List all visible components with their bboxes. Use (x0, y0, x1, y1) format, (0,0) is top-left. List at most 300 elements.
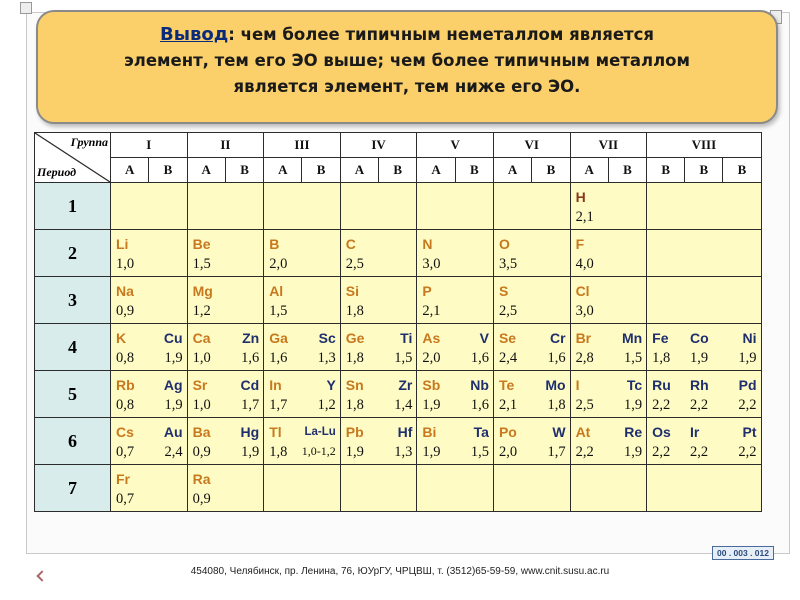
cell-content (647, 418, 760, 464)
period-row (35, 371, 762, 418)
element-symbol: Re (624, 424, 643, 440)
group-cell (264, 230, 341, 277)
cell-content (341, 324, 417, 370)
group-cell (111, 230, 188, 277)
period-number: 4 (35, 324, 111, 371)
cell-content (111, 277, 187, 323)
cell-content (494, 371, 570, 417)
subgroup-header: B (532, 158, 570, 183)
electronegativity-value: 0,9 (192, 444, 211, 460)
group-cell (417, 324, 494, 371)
element-symbol: Cl (575, 283, 590, 299)
group-cell (647, 277, 761, 324)
element-symbol: Ra (192, 471, 211, 487)
element-symbol: At (575, 424, 591, 440)
cell-content (417, 277, 493, 323)
group-cell (187, 371, 264, 418)
group-cell (647, 183, 761, 230)
electronegativity-value: 2,5 (498, 303, 518, 319)
electronegativity-value: 2,4 (498, 350, 518, 366)
element-symbol: Pd (738, 377, 757, 393)
electronegativity-value: 1,6 (241, 350, 260, 366)
element-symbol: Na (116, 283, 134, 299)
element-symbol: In (269, 377, 282, 393)
element-symbol: Si (345, 283, 360, 299)
element-symbol: I (575, 377, 580, 393)
electronegativity-value: 1,7 (269, 397, 288, 413)
subgroup-header: A (111, 158, 149, 183)
cell-content (264, 277, 340, 323)
period-row (35, 277, 762, 324)
group-cell (570, 277, 647, 324)
cell-content (264, 183, 340, 229)
cell-content (571, 277, 647, 323)
electronegativity-value: 1,2 (192, 303, 211, 319)
group-cell (570, 183, 647, 230)
period-row (35, 465, 762, 512)
subgroup-header: A (417, 158, 455, 183)
electronegativity-value: 0,9 (116, 303, 135, 319)
group-cell (570, 371, 647, 418)
conclusion-line-3: является элемент, тем ниже его ЭО. (233, 77, 581, 96)
element-symbol: Nb (470, 377, 489, 393)
cell-content (111, 230, 187, 276)
electronegativity-value: 1,5 (192, 256, 211, 272)
electronegativity-value: 2,2 (689, 397, 709, 413)
group-cell (570, 465, 647, 512)
period-number: 7 (35, 465, 111, 512)
cell-content (264, 324, 340, 370)
electronegativity-value: 2,2 (738, 397, 757, 413)
electronegativity-value: 1,9 (624, 397, 643, 413)
electronegativity-value: 2,0 (269, 256, 288, 272)
group-cell (340, 418, 417, 465)
period-row (35, 324, 762, 371)
electronegativity-value: 1,6 (547, 350, 566, 366)
period-row (35, 183, 762, 230)
conclusion-lead: Вывод (160, 24, 229, 45)
group-cell (570, 230, 647, 277)
conclusion-line-1-rest: : чем более типичным неметаллом является (228, 25, 654, 44)
subgroup-header: B (225, 158, 263, 183)
group-cell (647, 230, 761, 277)
element-symbol: Rh (689, 377, 709, 393)
subgroup-header: A (493, 158, 531, 183)
footer-address: 454080, Челябинск, пр. Ленина, 76, ЮУрГУ, ЧРЦВШ, т. (3512)65-59-59, www.cnit.susu.ac.ru (190, 566, 610, 577)
electronegativity-value: 1,0 (116, 256, 135, 272)
subgroup-header: B (723, 158, 761, 183)
group-header: VII (570, 133, 647, 158)
cell-content (647, 465, 760, 511)
group-cell (340, 183, 417, 230)
electronegativity-value: 3,5 (498, 256, 518, 272)
cell-content (647, 230, 760, 276)
cell-content (264, 418, 340, 464)
subgroup-header: B (608, 158, 646, 183)
cell-content (647, 277, 760, 323)
electronegativity-value: 2,5 (575, 397, 594, 413)
element-symbol: Ag (163, 377, 183, 393)
group-cell (340, 371, 417, 418)
electronegativity-value: 1,7 (547, 444, 566, 460)
electronegativity-table (34, 132, 762, 512)
element-symbol: Mg (192, 283, 213, 299)
element-symbol: Te (498, 377, 515, 393)
electronegativity-value: 1,8 (547, 397, 566, 413)
cell-content (417, 230, 493, 276)
electronegativity-value: 2,2 (738, 444, 757, 460)
element-symbol: Hg (240, 424, 260, 440)
element-symbol: P (422, 283, 432, 299)
group-header: III (264, 133, 341, 158)
cell-content (188, 324, 264, 370)
electronegativity-value: 1,9 (164, 350, 183, 366)
group-cell (417, 277, 494, 324)
period-number: 5 (35, 371, 111, 418)
period-row (35, 418, 762, 465)
group-cell (111, 371, 188, 418)
element-symbol: B (269, 236, 280, 252)
electronegativity-value: 1,3 (394, 444, 413, 460)
slide-code: 00 . 003 . 012 (712, 546, 774, 560)
electronegativity-value: 1,5 (269, 303, 288, 319)
group-cell (417, 371, 494, 418)
cell-content (417, 324, 493, 370)
group-cell (111, 324, 188, 371)
cell-content (494, 277, 570, 323)
group-cell (187, 465, 264, 512)
element-symbol: Cd (240, 377, 260, 393)
cell-content (188, 418, 264, 464)
group-cell (493, 324, 570, 371)
element-symbol: V (479, 330, 489, 346)
period-number: 6 (35, 418, 111, 465)
period-number: 2 (35, 230, 111, 277)
subgroup-header: A (340, 158, 378, 183)
cell-content (111, 465, 187, 511)
group-cell (493, 183, 570, 230)
element-symbol: C (345, 236, 356, 252)
group-cell (570, 324, 647, 371)
subgroup-header: B (149, 158, 187, 183)
element-symbol: Bi (422, 424, 437, 440)
element-symbol: Ga (269, 330, 288, 346)
cell-content (417, 465, 493, 511)
electronegativity-value: 2,0 (498, 444, 518, 460)
electronegativity-value: 1,8 (652, 350, 671, 366)
element-symbol: H (575, 189, 586, 205)
cell-content (188, 465, 264, 511)
group-header: V (417, 133, 494, 158)
subgroup-header: A (187, 158, 225, 183)
cell-content (341, 277, 417, 323)
electronegativity-value: 3,0 (575, 303, 594, 319)
group-cell (264, 324, 341, 371)
element-symbol: Cr (550, 330, 566, 346)
group-cell (417, 465, 494, 512)
cell-content (111, 183, 187, 229)
group-cell (340, 230, 417, 277)
cell-content (341, 230, 417, 276)
element-symbol: Sb (422, 377, 441, 393)
electronegativity-value: 1,6 (269, 350, 288, 366)
subgroup-header: B (647, 158, 685, 183)
cell-content (111, 324, 187, 370)
table-corner (35, 133, 111, 183)
element-symbol: Cs (116, 424, 134, 440)
group-cell (187, 277, 264, 324)
group-cell (647, 465, 761, 512)
cell-content (494, 324, 570, 370)
group-cell (340, 277, 417, 324)
cell-content (264, 230, 340, 276)
cell-content (341, 418, 417, 464)
electronegativity-value: 1,3 (317, 350, 336, 366)
subgroup-header: B (302, 158, 340, 183)
cell-content (417, 418, 493, 464)
electronegativity-value: 0,8 (116, 397, 135, 413)
group-cell (264, 183, 341, 230)
element-symbol: Mo (545, 377, 566, 393)
group-cell (647, 371, 761, 418)
element-symbol: Pt (742, 424, 757, 440)
electronegativity-value: 1,5 (394, 350, 413, 366)
electronegativity-value: 2,1 (422, 303, 441, 319)
cell-content (571, 230, 647, 276)
cell-content (417, 183, 493, 229)
cell-content (188, 277, 264, 323)
cell-content (647, 324, 760, 370)
electronegativity-value: 1,6 (470, 397, 489, 413)
electronegativity-value: 1,9 (164, 397, 183, 413)
electronegativity-value: 1,5 (470, 444, 489, 460)
cell-content (188, 371, 264, 417)
electronegativity-value: 2,2 (689, 444, 709, 460)
group-label: Группа (70, 135, 108, 149)
element-symbol: Ca (192, 330, 211, 346)
cell-content (417, 371, 493, 417)
group-cell (493, 418, 570, 465)
group-cell (264, 277, 341, 324)
element-symbol: Hf (397, 424, 413, 440)
group-cell (647, 418, 761, 465)
element-symbol: Fr (116, 471, 130, 487)
element-symbol: Zn (242, 330, 260, 346)
group-cell (417, 230, 494, 277)
electronegativity-value: 1,8 (345, 350, 364, 366)
electronegativity-value: 2,2 (652, 444, 671, 460)
element-symbol: Se (498, 330, 517, 346)
cell-content (571, 324, 647, 370)
cell-content (111, 418, 187, 464)
electronegativity-value: 2,1 (575, 209, 594, 225)
element-symbol: Sc (318, 330, 336, 346)
group-cell (111, 183, 188, 230)
group-header: II (187, 133, 264, 158)
element-symbol: Mn (621, 330, 643, 346)
electronegativity-value: 2,4 (164, 444, 183, 460)
group-cell (187, 324, 264, 371)
element-symbol: Be (192, 236, 211, 252)
element-symbol: Pb (345, 424, 364, 440)
element-symbol: Ir (689, 424, 700, 440)
electronegativity-value: 4,0 (575, 256, 594, 272)
element-symbol: Y (326, 377, 336, 393)
subgroup-header-row (35, 158, 762, 183)
subgroup-header: A (570, 158, 608, 183)
electronegativity-value: 1,0-1,2 (301, 444, 336, 458)
cell-content (571, 465, 647, 511)
element-symbol: O (498, 236, 510, 252)
element-symbol: Ni (742, 330, 757, 346)
element-symbol: N (422, 236, 433, 252)
element-symbol: S (498, 283, 509, 299)
cell-content (494, 418, 570, 464)
conclusion-line-1 (38, 22, 776, 48)
group-cell (111, 277, 188, 324)
cell-content (494, 183, 570, 229)
cell-content (647, 371, 760, 417)
group-header: VI (493, 133, 570, 158)
element-symbol: La-Lu (304, 426, 336, 438)
element-symbol: Co (689, 330, 709, 346)
electronegativity-value: 1,8 (269, 444, 288, 460)
electronegativity-value: 1,9 (738, 350, 757, 366)
group-header: VIII (647, 133, 761, 158)
electronegativity-value: 1,0 (192, 397, 211, 413)
cell-content (494, 230, 570, 276)
electronegativity-value: 1,9 (345, 444, 364, 460)
conclusion-text (38, 22, 776, 100)
electronegativity-value: 0,7 (116, 491, 135, 507)
electronegativity-value: 3,0 (422, 256, 441, 272)
element-symbol: Cu (163, 330, 183, 346)
element-symbol: Tl (269, 424, 282, 440)
element-symbol: Ba (192, 424, 211, 440)
cell-content (571, 371, 647, 417)
group-cell (187, 230, 264, 277)
electronegativity-value: 1,6 (470, 350, 489, 366)
cell-content (111, 371, 187, 417)
group-cell (570, 418, 647, 465)
electronegativity-value: 1,9 (241, 444, 260, 460)
element-symbol: Ti (400, 330, 413, 346)
cell-content (341, 465, 417, 511)
electronegativity-value: 2,8 (575, 350, 594, 366)
electronegativity-value: 1,8 (345, 397, 364, 413)
cell-content (571, 183, 647, 229)
scroll-button-top[interactable] (20, 2, 32, 14)
electronegativity-value: 1,7 (241, 397, 260, 413)
group-cell (264, 465, 341, 512)
cell-content (647, 183, 760, 229)
electronegativity-value: 2,2 (575, 444, 594, 460)
electronegativity-value: 1,9 (689, 350, 709, 366)
electronegativity-value: 2,5 (345, 256, 364, 272)
electronegativity-value: 1,0 (192, 350, 211, 366)
element-symbol: Br (575, 330, 592, 346)
subgroup-header: B (455, 158, 493, 183)
cell-content (571, 418, 647, 464)
element-symbol: Ta (473, 424, 489, 440)
subgroup-header: B (685, 158, 723, 183)
group-cell (417, 183, 494, 230)
group-cell (187, 183, 264, 230)
subgroup-header: B (379, 158, 417, 183)
element-symbol: Ge (345, 330, 365, 346)
element-symbol: Os (652, 424, 671, 440)
group-cell (340, 465, 417, 512)
group-header: I (111, 133, 188, 158)
group-header: IV (340, 133, 417, 158)
group-cell (647, 324, 761, 371)
element-symbol: Au (163, 424, 183, 440)
period-number: 1 (35, 183, 111, 230)
group-cell (340, 324, 417, 371)
group-cell (187, 418, 264, 465)
cell-content (341, 183, 417, 229)
group-cell (264, 418, 341, 465)
element-symbol: Al (269, 283, 284, 299)
element-symbol: Rb (116, 377, 135, 393)
cell-content (188, 183, 264, 229)
electronegativity-value: 1,8 (345, 303, 364, 319)
element-symbol: Zr (398, 377, 413, 393)
cell-content (494, 465, 570, 511)
element-symbol: W (552, 424, 566, 440)
cell-content (264, 465, 340, 511)
period-number: 3 (35, 277, 111, 324)
element-symbol: As (422, 330, 441, 346)
group-header-row (35, 133, 762, 158)
electronegativity-value: 1,4 (394, 397, 413, 413)
group-cell (493, 277, 570, 324)
electronegativity-value: 1,9 (422, 444, 441, 460)
electronegativity-value: 2,0 (422, 350, 441, 366)
element-symbol: K (116, 330, 127, 346)
electronegativity-value: 2,1 (498, 397, 518, 413)
element-symbol: Tc (626, 377, 643, 393)
group-cell (493, 465, 570, 512)
element-symbol: Ru (652, 377, 671, 393)
cell-content (341, 371, 417, 417)
electronegativity-value: 0,9 (192, 491, 211, 507)
group-cell (417, 418, 494, 465)
period-row (35, 230, 762, 277)
group-cell (493, 230, 570, 277)
period-label: Период (37, 165, 77, 179)
electronegativity-value: 0,7 (116, 444, 135, 460)
group-cell (111, 465, 188, 512)
group-cell (111, 418, 188, 465)
element-symbol: Fe (652, 330, 669, 346)
electronegativity-value: 2,2 (652, 397, 671, 413)
electronegativity-value: 1,5 (624, 350, 643, 366)
element-symbol: Po (498, 424, 517, 440)
cell-content (264, 371, 340, 417)
electronegativity-value: 0,8 (116, 350, 135, 366)
group-cell (493, 371, 570, 418)
element-symbol: Sn (345, 377, 364, 393)
subgroup-header: A (264, 158, 302, 183)
electronegativity-value: 1,2 (317, 397, 336, 413)
cell-content (188, 230, 264, 276)
conclusion-line-2: элемент, тем его ЭО выше; чем более типичным металлом (123, 51, 691, 70)
element-symbol: F (575, 236, 585, 252)
electronegativity-value: 1,9 (422, 397, 441, 413)
group-cell (264, 371, 341, 418)
element-symbol: Sr (192, 377, 208, 393)
